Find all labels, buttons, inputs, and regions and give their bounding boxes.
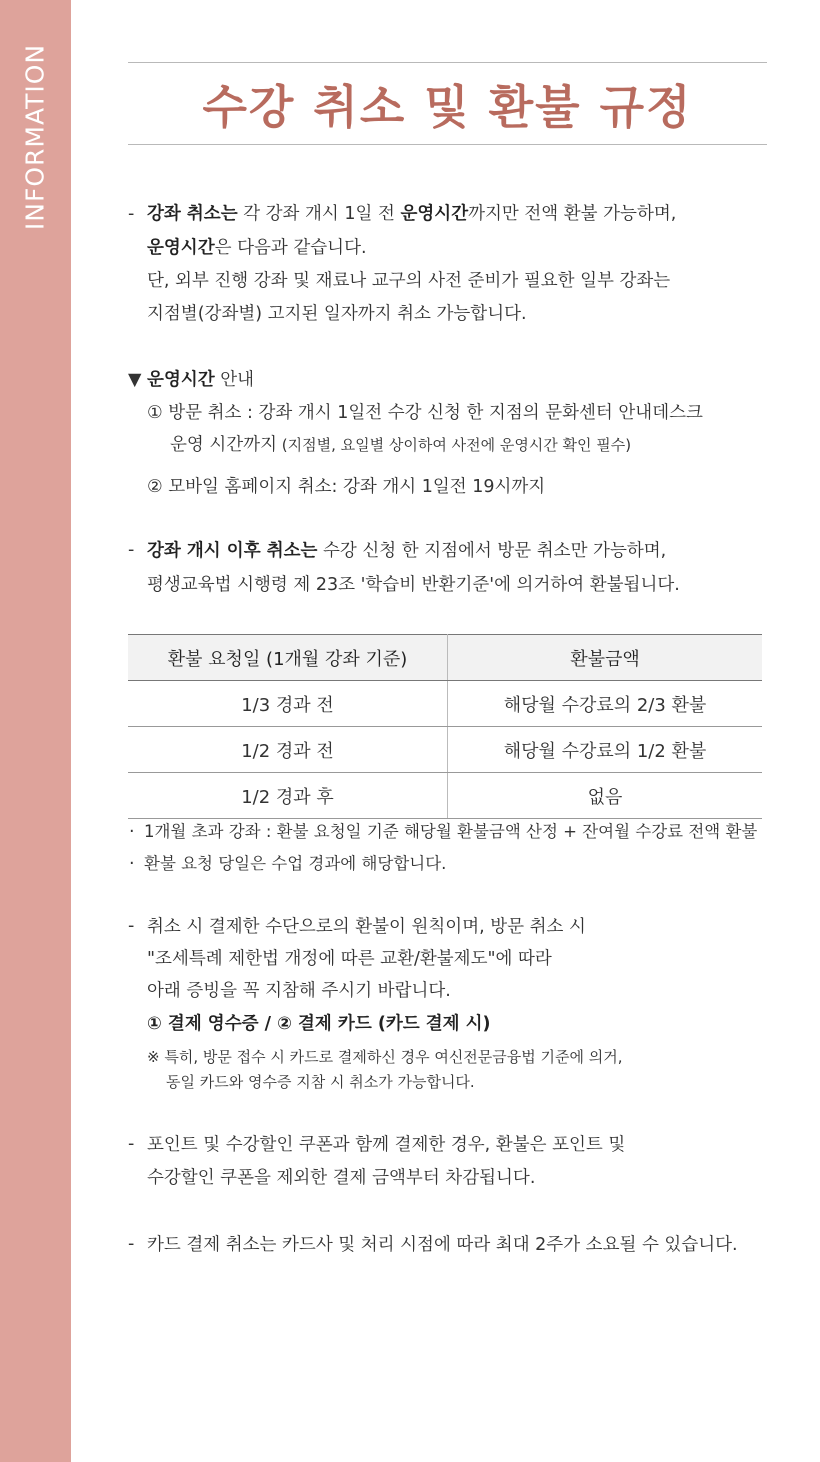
hours-item2: ② 모바일 홈페이지 취소: 강좌 개시 1일전 19시까지 <box>147 477 546 497</box>
table-cell: 1/2 경과 전 <box>128 727 448 773</box>
section3-note2: 동일 카드와 영수증 지참 시 취소가 가능합니다. <box>166 1073 475 1091</box>
hours-rest: 안내 <box>214 370 255 390</box>
dot-bullet: · <box>129 822 135 842</box>
sidebar-label: INFORMATION <box>20 43 50 231</box>
section1-text2: 까지만 전액 환불 가능하며, <box>468 204 677 224</box>
table-cell: 1/3 경과 전 <box>128 681 448 727</box>
section3-line3: 아래 증빙을 꼭 지참해 주시기 바랍니다. <box>147 981 451 1001</box>
hours-item1-line1: ① 방문 취소 : 강좌 개시 1일전 수강 신청 한 지점의 문화센터 안내데스크 <box>147 403 703 423</box>
triangle-down-icon: ▼ <box>128 370 142 390</box>
dash-bullet: - <box>128 1134 135 1154</box>
page-title: 수강 취소 및 환불 규정 <box>202 79 693 134</box>
section1-bold3: 운영시간 <box>147 238 215 258</box>
hours-item1-line2a: 운영 시간까지 <box>170 435 277 455</box>
dash-bullet: - <box>128 540 135 560</box>
table-cell: 해당월 수강료의 2/3 환불 <box>448 681 763 727</box>
section1-line2 <box>147 240 367 258</box>
section2-line1 <box>147 543 666 561</box>
section1-text3: 은 다음과 같습니다. <box>214 238 367 258</box>
table-row <box>128 681 762 727</box>
section2-bold: 강좌 개시 이후 취소는 <box>147 541 318 561</box>
hours-item1-line2b: (지점별, 요일별 상이하여 사전에 운영시간 확인 필수) <box>277 436 632 454</box>
section1-bold1: 강좌 취소는 <box>147 204 238 224</box>
dash-bullet: - <box>128 916 135 936</box>
section5-line1: 카드 결제 취소는 카드사 및 처리 시점에 따라 최대 2주가 소요될 수 있습니다. <box>147 1235 738 1255</box>
section1-text1: 각 강좌 개시 1일 전 <box>237 204 401 224</box>
section4-line2: 수강할인 쿠폰을 제외한 결제 금액부터 차감됩니다. <box>147 1168 536 1188</box>
table-header-cell: 환불 요청일 (1개월 강좌 기준) <box>128 635 448 681</box>
dash-bullet: - <box>128 1234 135 1254</box>
dash-bullet: - <box>128 204 135 224</box>
table-row <box>128 727 762 773</box>
hours-item1-line2 <box>170 437 631 455</box>
section3-line2: "조세특례 제한법 개정에 따른 교환/환불제도"에 따라 <box>147 949 552 969</box>
title-box <box>128 62 767 145</box>
table-cell: 없음 <box>448 773 763 819</box>
refund-table <box>128 634 762 819</box>
hours-heading <box>128 372 254 390</box>
section1-line3: 단, 외부 진행 강좌 및 재료나 교구의 사전 준비가 필요한 일부 강좌는 <box>147 271 671 291</box>
section3-bold: ① 결제 영수증 / ② 결제 카드 (카드 결제 시) <box>147 1014 491 1034</box>
section2-text1: 수강 신청 한 지점에서 방문 취소만 가능하며, <box>317 541 667 561</box>
section4-line1: 포인트 및 수강할인 쿠폰과 함께 결제한 경우, 환불은 포인트 및 <box>147 1135 626 1155</box>
table-cell: 해당월 수강료의 1/2 환불 <box>448 727 763 773</box>
section3-note1: ※ 특히, 방문 접수 시 카드로 결제하신 경우 여신전문금융법 기준에 의거, <box>147 1048 623 1066</box>
section1-line4: 지점별(강좌별) 고지된 일자까지 취소 가능합니다. <box>147 304 527 324</box>
table-header-cell: 환불금액 <box>448 635 763 681</box>
section3-line1: 취소 시 결제한 수단으로의 환불이 원칙이며, 방문 취소 시 <box>147 917 586 937</box>
sidebar <box>0 0 71 1462</box>
section2-line2: 평생교육법 시행령 제 23조 '학습비 반환기준'에 의거하여 환불됩니다. <box>147 575 680 595</box>
dot-bullet: · <box>129 854 135 874</box>
table-cell: 1/2 경과 후 <box>128 773 448 819</box>
table-header-row <box>128 635 762 681</box>
section1-line1 <box>147 206 676 224</box>
table-row <box>128 773 762 819</box>
note-2: 환불 요청 당일은 수업 경과에 해당합니다. <box>144 854 447 873</box>
hours-bold: 운영시간 <box>147 370 215 390</box>
note-1: 1개월 초과 강좌 : 환불 요청일 기준 해당월 환불금액 산정 + 잔여월 수강료 전액 환불 <box>144 822 758 841</box>
section1-bold2: 운영시간 <box>400 204 469 224</box>
